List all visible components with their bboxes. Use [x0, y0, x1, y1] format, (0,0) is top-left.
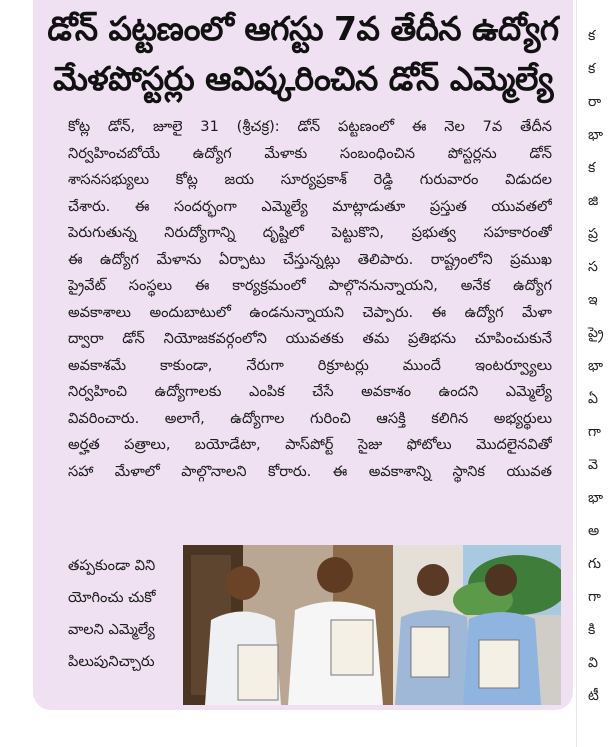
adjacent-column-fragment: క [588, 160, 596, 176]
body-line: పెరుగుతున్న నిరుద్యోగాన్ని దృష్టిలో పెట్టుకొని, ప్రభుత్వ సహకారంతో [68, 224, 552, 241]
adjacent-column-fragment: గా [588, 424, 601, 440]
body-tail-line: పిలుపునిచ్చారు [68, 653, 155, 670]
body-line: ఈ ఉద్యోగ మేళాను ఏర్పాటు చేస్తున్నట్లు తెలిపారు. రాష్ట్రంలోని ప్రముఖ [68, 250, 552, 268]
body-line: కోట్ల డోన్, జూలై 31 (శ్రీచక్ర): డోన్ పట్టణంలో ఈ నెల 7వ తేదీన [68, 118, 552, 135]
adjacent-column-fragment: ప్ర [588, 226, 598, 242]
adjacent-column-fragment: భా [588, 127, 604, 143]
body-line: నిర్వహించబోయే ఉద్యోగ మేళాకు సంబంధించిన పోస్టర్లను డోన్ [68, 144, 552, 162]
body-tail-line: యోగించు చుకో [68, 589, 156, 606]
adjacent-column-fragment: గు [588, 556, 602, 572]
body-tail-line: వాలని ఎమ్మెల్యే [68, 621, 155, 638]
article-headline [33, 4, 573, 104]
body-tail-line: తప్పకుండా విని [68, 557, 156, 574]
adjacent-column-fragment: స [588, 259, 598, 275]
adjacent-column-fragment: క [588, 28, 596, 44]
adjacent-column-fragment: ఏ [588, 391, 598, 407]
adjacent-column-fragment: భా [588, 490, 604, 506]
body-line: ప్రైవేట్ సంస్థలు ఈ కార్యక్రమంలో పాల్గొననున్నాయని, అనేక ఉద్యోగ [68, 277, 552, 294]
adjacent-column-fragment: వె [588, 457, 598, 473]
body-line: చేశారు. ఈ సందర్భంగా ఎమ్మెల్యే మాట్లాడుతూ ప్రస్తుత యువతలో [68, 197, 552, 215]
body-line: వివరించారు. అలాగే, ఉద్యోగాల గురించి ఆసక్తి కలిగిన అభ్యర్థులు [68, 409, 552, 427]
news-photo [183, 545, 561, 705]
adjacent-column-fragment: రా [588, 94, 602, 110]
headline-line-2: మేళపోస్టర్లు ఆవిష్కరించిన డోన్ ఎమ్మెల్యే [53, 59, 553, 98]
body-line: అవకాశాలు అందుబాటులో ఉండనున్నాయని చెప్పారు. ఈ ఉద్యోగ మేళా [68, 303, 552, 321]
adjacent-column-fragment: ప్రై [588, 325, 604, 341]
adjacent-column-fragment: ఇ [588, 292, 598, 308]
adjacent-column-fragment: భా [588, 358, 604, 374]
adjacent-column [580, 0, 609, 747]
body-line: శాసనసభ్యులు కోట్ల జయ సూర్యప్రకాశ్ రెడ్డి గురువారం విడుదల [68, 171, 552, 188]
headline-line-1: డోన్ పట్టణంలో ఆగస్టు 7వ తేదీన ఉద్యోగ [47, 9, 559, 48]
body-line: నిర్వహించి ఉద్యోగాలకు ఎంపిక చేసే అవకాశం ఉందని ఎమ్మెల్యే [68, 383, 552, 400]
column-divider [576, 0, 577, 747]
body-line: సహా మేళాలో పాల్గొనాలని కోరారు. ఈ అవకాశాన్ని స్థానిక యువత [68, 462, 552, 480]
adjacent-column-fragment: అ [588, 523, 600, 539]
body-line: అర్హత పత్రాలు, బయోడేటా, పాస్‌పోర్ట్ సైజు ఫోటోలు మొదలైనవితో [68, 436, 552, 453]
adjacent-column-fragment: కి [588, 622, 596, 638]
adjacent-column-fragment: వి [588, 655, 598, 671]
adjacent-column-fragment: జి [588, 193, 599, 209]
adjacent-column-fragment: టీ [588, 688, 599, 704]
article-body [68, 114, 552, 485]
body-line: అవకాశమే కాకుండా, నేరుగా రిక్రూటర్లు ముందే ఇంటర్వ్యూలు [68, 356, 552, 374]
adjacent-column-fragment: క [588, 61, 596, 77]
adjacent-column-fragment: గా [588, 589, 601, 605]
article-body-tail [68, 550, 184, 678]
body-line: ద్వారా డోన్ నియోజకవర్గంలోని యువతకు తమ ప్రతిభను చూపించుకునే [68, 330, 552, 347]
photo-illustration [183, 545, 561, 705]
